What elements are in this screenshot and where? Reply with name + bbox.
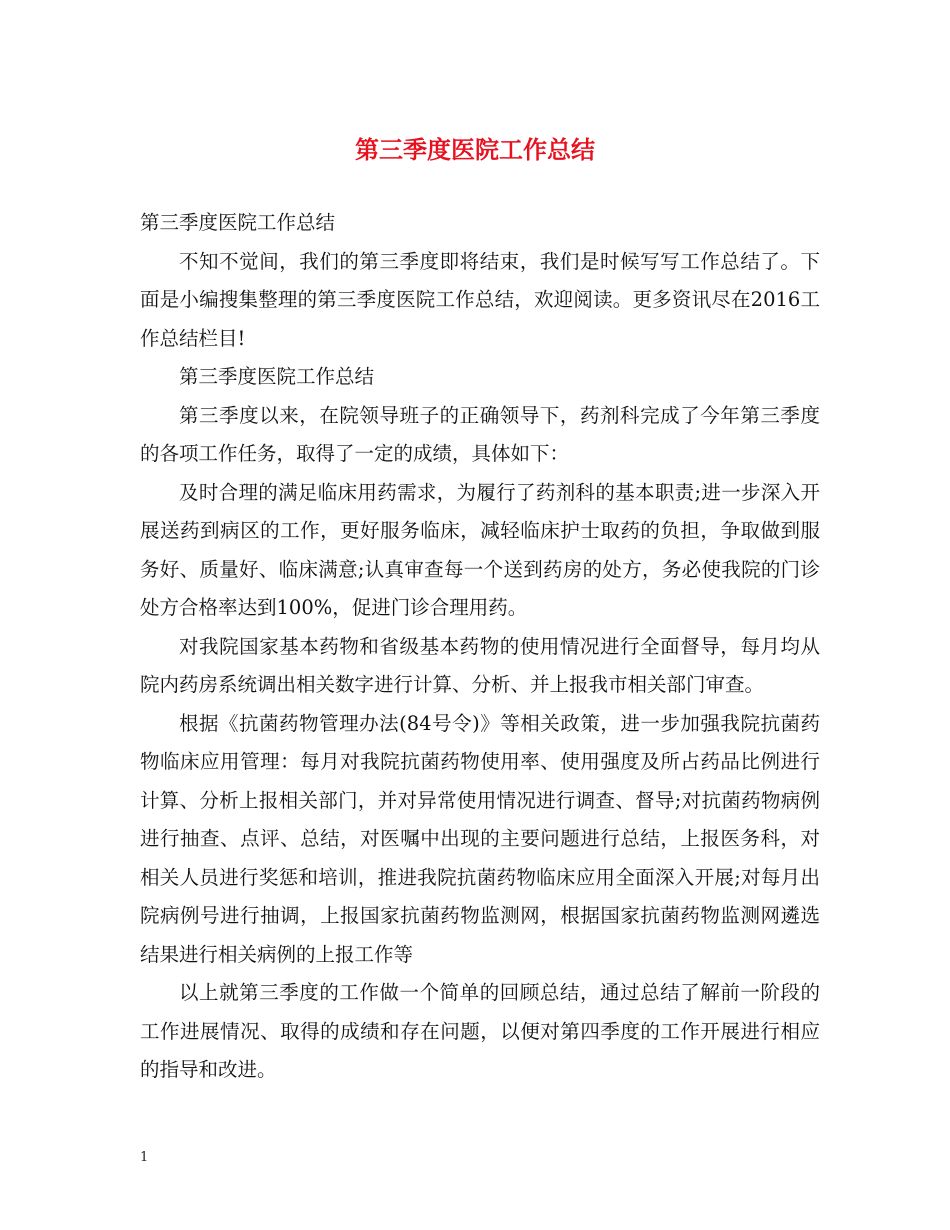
section-heading-paragraph: 第三季度医院工作总结	[179, 365, 375, 388]
clinical-supply-paragraph: 及时合理的满足临床用药需求，为履行了药剂科的基本职责;进一步深入开展送药到病区的工作，更好服务临床，减轻临床护士取药的负担，争取做到服务好、质量好、临床满意;认真审查每一个送到药房的处方，务必使我院的门诊处方合格率达到100%，促进门诊合理用药。	[140, 480, 820, 619]
page-number: 1	[140, 1150, 149, 1165]
body-heading-paragraph: 第三季度医院工作总结	[140, 211, 336, 234]
document-body	[140, 204, 820, 1090]
document-title: 第三季度医院工作总结	[355, 135, 595, 164]
intro-paragraph: 不知不觉间，我们的第三季度即将结束，我们是时候写写工作总结了。下面是小编搜集整理的第三季度医院工作总结，欢迎阅读。更多资讯尽在2016工作总结栏目!	[140, 249, 820, 350]
overview-paragraph: 第三季度以来，在院领导班子的正确领导下，药剂科完成了今年第三季度的各项工作任务，取得了一定的成绩，具体如下：	[140, 403, 820, 465]
essential-drugs-paragraph: 对我院国家基本药物和省级基本药物的使用情况进行全面督导，每月均从院内药房系统调出相关数字进行计算、分析、并上报我市相关部门审查。	[140, 634, 820, 696]
antibiotics-management-paragraph: 根据《抗菌药物管理办法(84号令)》等相关政策，进一步加强我院抗菌药物临床应用管理：每月对我院抗菌药物使用率、使用强度及所占药品比例进行计算、分析上报相关部门，并对异常使用情况进行调查、督导;对抗菌药物病例进行抽查、点评、总结，对医嘱中出现的主要问题进行总结，上报医务科，对相关人员进行奖惩和培训，推进我院抗菌药物临床应用全面深入开展;对每月出院病例号进行抽调，上报国家抗菌药物监测网，根据国家抗菌药物监测网遴选结果进行相关病例的上报工作等	[140, 711, 820, 966]
conclusion-paragraph: 以上就第三季度的工作做一个简单的回顾总结，通过总结了解前一阶段的工作进展情况、取得的成绩和存在问题，以便对第四季度的工作开展进行相应的指导和改进。	[140, 981, 820, 1081]
